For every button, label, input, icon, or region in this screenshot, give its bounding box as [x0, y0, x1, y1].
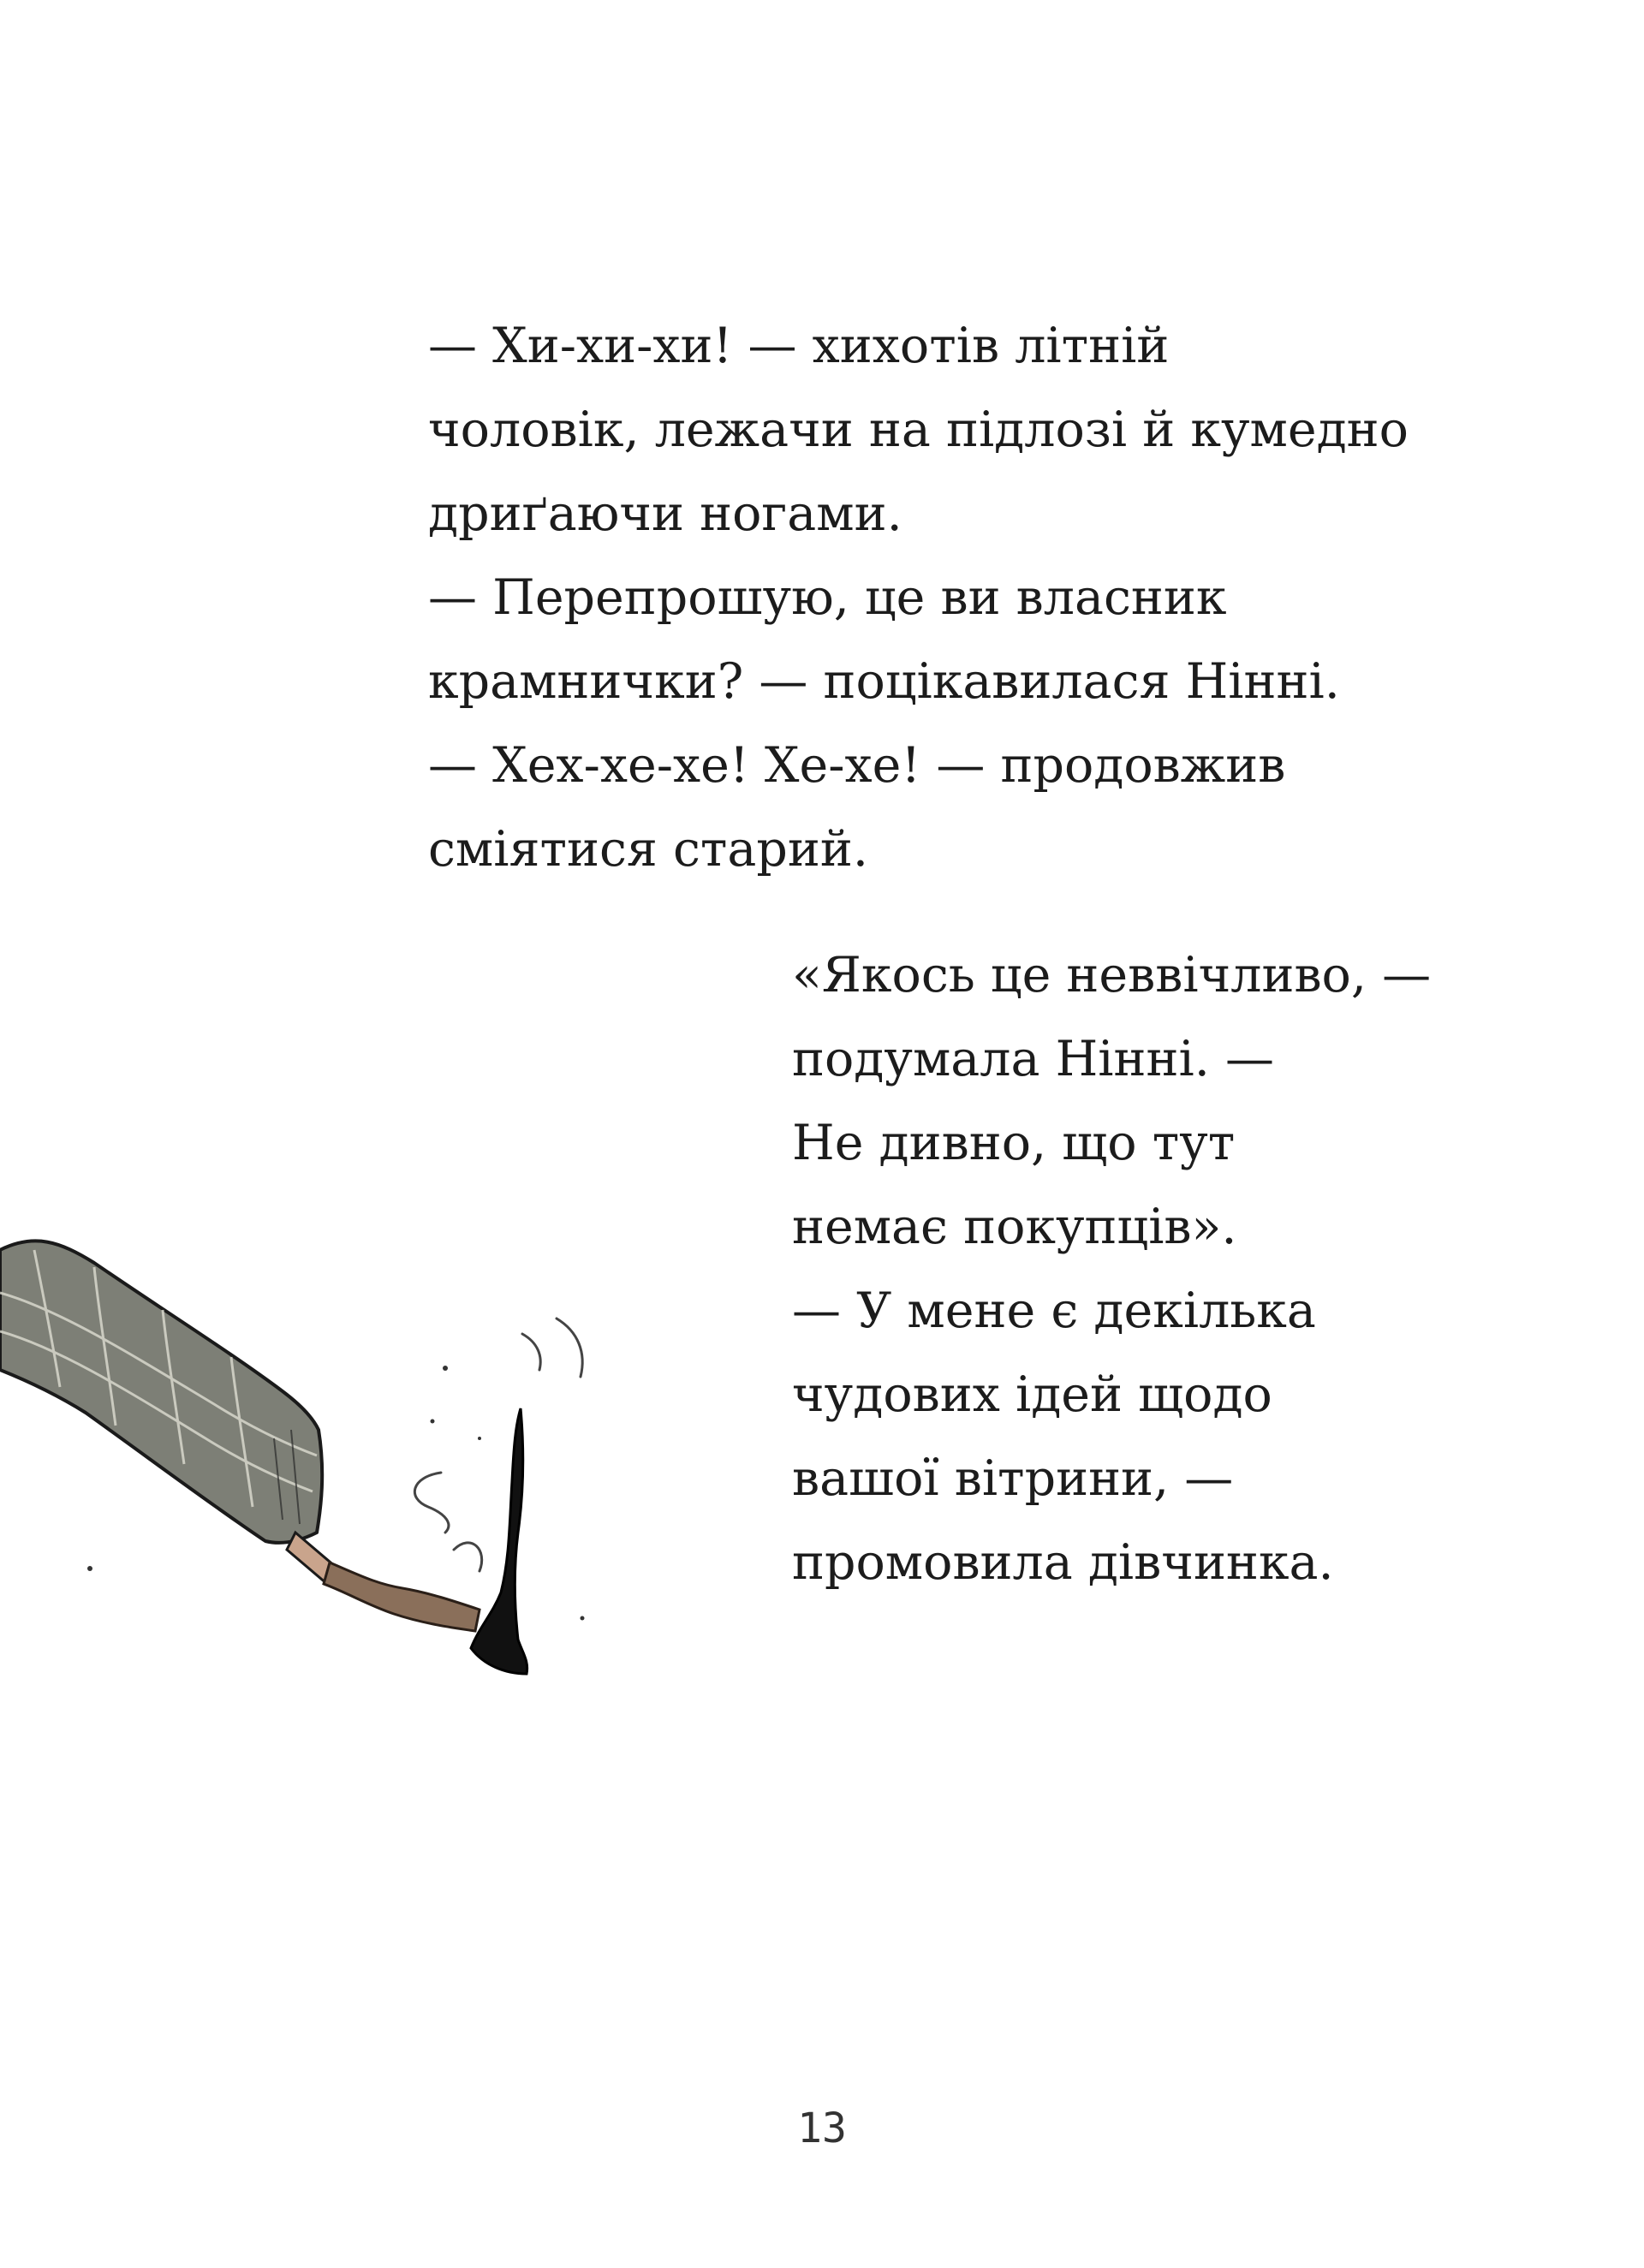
- shoe: [471, 1408, 527, 1674]
- text-line: вашої вітрини, —: [792, 1450, 1234, 1507]
- leg-illustration: [0, 1182, 616, 1695]
- text-line: промовила дівчинка.: [792, 1534, 1334, 1591]
- text-line: чоловік, лежачи на підлозі й кумедно: [428, 402, 1409, 458]
- text-line: подумала Нінні. —: [792, 1031, 1274, 1087]
- trouser-leg: [0, 1241, 322, 1543]
- text-line: чудових ідей щодо: [792, 1366, 1272, 1423]
- text-line: «Якось це неввічливо, —: [792, 947, 1432, 1003]
- text-line: крамнички? — поцікавилася Нінні.: [428, 653, 1340, 710]
- text-line: — Перепрошую, це ви власник: [428, 569, 1227, 626]
- text-line: — Хех-хе-хе! Хе-хе! — продовжив: [428, 737, 1286, 794]
- text-line: немає покупців».: [792, 1199, 1237, 1255]
- text-line: — Хи-хи-хи! — хихотів літній: [428, 318, 1170, 374]
- text-line: — У мене є декілька: [792, 1283, 1316, 1339]
- sock: [324, 1563, 480, 1631]
- text-line: Не дивно, що тут: [792, 1115, 1236, 1171]
- page-number: 13: [797, 2104, 847, 2152]
- text-block-bottom: [792, 933, 1431, 1604]
- text-block-top: [428, 304, 1409, 891]
- text-line: сміятися старий.: [428, 821, 869, 878]
- text-line: дриґаючи ногами.: [428, 485, 902, 542]
